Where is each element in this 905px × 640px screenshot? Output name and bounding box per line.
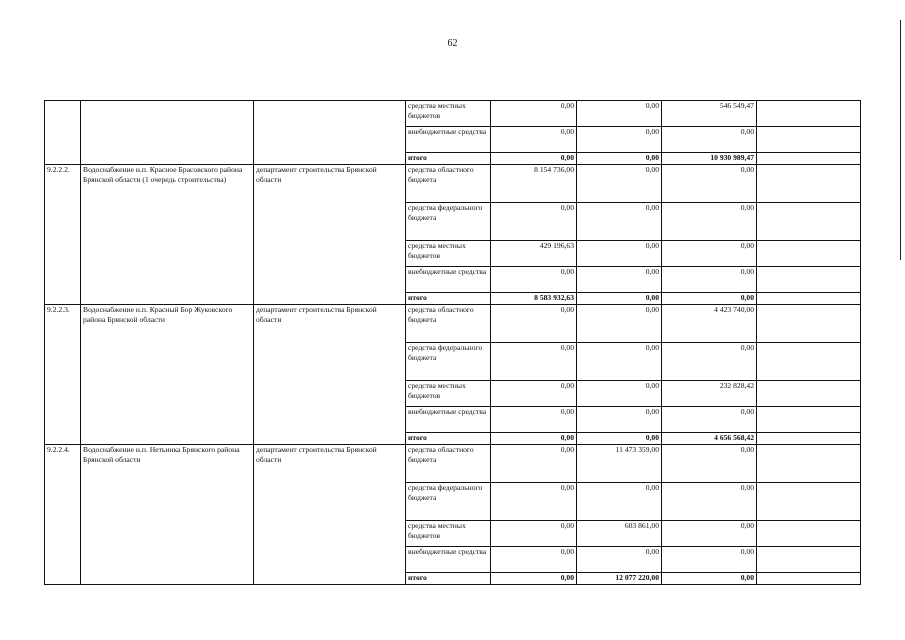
amount-year-3-cell: 0,00 xyxy=(662,573,757,585)
empty-cell xyxy=(757,381,861,407)
amount-year-3-cell: 0,00 xyxy=(662,521,757,547)
amount-year-1-cell: 0,00 xyxy=(491,127,577,153)
amount-year-1-cell: 0,00 xyxy=(491,343,577,381)
amount-year-1-cell: 0,00 xyxy=(491,381,577,407)
amount-year-1-cell: 0,00 xyxy=(491,521,577,547)
amount-year-2-cell: 12 077 220,00 xyxy=(577,573,662,585)
amount-year-3-cell: 0,00 xyxy=(662,293,757,305)
empty-cell xyxy=(757,153,861,165)
amount-year-3-cell: 0,00 xyxy=(662,407,757,433)
funding-source-cell: средства местных бюджетов xyxy=(406,101,491,127)
amount-year-2-cell: 0,00 xyxy=(577,153,662,165)
empty-cell xyxy=(757,433,861,445)
project-code-cell xyxy=(45,101,81,165)
empty-cell xyxy=(757,483,861,521)
funding-source-cell: средства областного бюджета xyxy=(406,305,491,343)
empty-cell xyxy=(757,445,861,483)
amount-year-2-cell: 0,00 xyxy=(577,127,662,153)
amount-year-2-cell: 0,00 xyxy=(577,433,662,445)
funding-source-cell: итого xyxy=(406,293,491,305)
amount-year-2-cell: 0,00 xyxy=(577,101,662,127)
amount-year-1-cell: 8 583 932,63 xyxy=(491,293,577,305)
amount-year-1-cell: 0,00 xyxy=(491,267,577,293)
department-cell xyxy=(254,101,406,165)
amount-year-2-cell: 0,00 xyxy=(577,547,662,573)
project-name-cell: Водоснабжение н.п. Красный Бор Жуковского района Брянской области xyxy=(81,305,254,445)
empty-cell xyxy=(757,165,861,203)
amount-year-2-cell: 603 861,00 xyxy=(577,521,662,547)
budget-table-body xyxy=(45,101,861,585)
funding-source-cell: средства областного бюджета xyxy=(406,165,491,203)
amount-year-2-cell: 11 473 359,00 xyxy=(577,445,662,483)
funding-source-cell: итого xyxy=(406,153,491,165)
amount-year-2-cell: 0,00 xyxy=(577,343,662,381)
table-row xyxy=(45,445,861,483)
table-row xyxy=(45,101,861,127)
amount-year-3-cell: 4 423 740,00 xyxy=(662,305,757,343)
funding-source-cell: внебюджетные средства xyxy=(406,127,491,153)
amount-year-1-cell: 0,00 xyxy=(491,101,577,127)
page-number: 62 xyxy=(447,38,458,49)
amount-year-2-cell: 0,00 xyxy=(577,203,662,241)
funding-source-cell: итого xyxy=(406,433,491,445)
amount-year-1-cell: 0,00 xyxy=(491,573,577,585)
project-name-cell: Водоснабжение н.п. Нетьинка Брянского района Брянской области xyxy=(81,445,254,585)
amount-year-3-cell: 546 549,47 xyxy=(662,101,757,127)
funding-source-cell: внебюджетные средства xyxy=(406,267,491,293)
funding-source-cell: средства местных бюджетов xyxy=(406,521,491,547)
department-cell: департамент строительства Брянской области xyxy=(254,165,406,305)
amount-year-3-cell: 0,00 xyxy=(662,483,757,521)
amount-year-2-cell: 0,00 xyxy=(577,293,662,305)
department-cell: департамент строительства Брянской области xyxy=(254,305,406,445)
amount-year-3-cell: 0,00 xyxy=(662,267,757,293)
amount-year-1-cell: 0,00 xyxy=(491,203,577,241)
funding-source-cell: итого xyxy=(406,573,491,585)
amount-year-1-cell: 429 196,63 xyxy=(491,241,577,267)
empty-cell xyxy=(757,267,861,293)
empty-cell xyxy=(757,573,861,585)
empty-cell xyxy=(757,241,861,267)
empty-cell xyxy=(757,293,861,305)
amount-year-3-cell: 0,00 xyxy=(662,343,757,381)
amount-year-3-cell: 10 930 989,47 xyxy=(662,153,757,165)
project-name-cell xyxy=(81,101,254,165)
funding-source-cell: внебюджетные средства xyxy=(406,407,491,433)
amount-year-1-cell: 0,00 xyxy=(491,445,577,483)
amount-year-2-cell: 0,00 xyxy=(577,267,662,293)
empty-cell xyxy=(757,547,861,573)
funding-source-cell: средства местных бюджетов xyxy=(406,381,491,407)
budget-table xyxy=(44,100,861,585)
page-edge-line xyxy=(900,20,901,260)
project-code-cell: 9.2.2.4. xyxy=(45,445,81,585)
funding-source-cell: средства местных бюджетов xyxy=(406,241,491,267)
amount-year-1-cell: 0,00 xyxy=(491,483,577,521)
department-cell: департамент строительства Брянской области xyxy=(254,445,406,585)
amount-year-2-cell: 0,00 xyxy=(577,305,662,343)
project-name-cell: Водоснабжение н.п. Красное Брасовского района Брянской области (1 очередь строительства) xyxy=(81,165,254,305)
empty-cell xyxy=(757,305,861,343)
amount-year-1-cell: 0,00 xyxy=(491,407,577,433)
funding-source-cell: средства федерального бюджета xyxy=(406,343,491,381)
table-row xyxy=(45,165,861,203)
amount-year-3-cell: 0,00 xyxy=(662,241,757,267)
project-code-cell: 9.2.2.3. xyxy=(45,305,81,445)
amount-year-1-cell: 0,00 xyxy=(491,153,577,165)
empty-cell xyxy=(757,521,861,547)
amount-year-3-cell: 0,00 xyxy=(662,165,757,203)
amount-year-2-cell: 0,00 xyxy=(577,483,662,521)
amount-year-2-cell: 0,00 xyxy=(577,407,662,433)
amount-year-2-cell: 0,00 xyxy=(577,241,662,267)
amount-year-3-cell: 0,00 xyxy=(662,547,757,573)
amount-year-3-cell: 4 656 568,42 xyxy=(662,433,757,445)
funding-source-cell: средства областного бюджета xyxy=(406,445,491,483)
empty-cell xyxy=(757,343,861,381)
project-code-cell: 9.2.2.2. xyxy=(45,165,81,305)
funding-source-cell: средства федерального бюджета xyxy=(406,483,491,521)
amount-year-1-cell: 8 154 736,00 xyxy=(491,165,577,203)
funding-source-cell: средства федерального бюджета xyxy=(406,203,491,241)
amount-year-3-cell: 0,00 xyxy=(662,445,757,483)
amount-year-3-cell: 232 828,42 xyxy=(662,381,757,407)
amount-year-2-cell: 0,00 xyxy=(577,381,662,407)
amount-year-1-cell: 0,00 xyxy=(491,547,577,573)
amount-year-1-cell: 0,00 xyxy=(491,433,577,445)
empty-cell xyxy=(757,407,861,433)
amount-year-3-cell: 0,00 xyxy=(662,203,757,241)
empty-cell xyxy=(757,203,861,241)
table-row xyxy=(45,305,861,343)
empty-cell xyxy=(757,101,861,127)
empty-cell xyxy=(757,127,861,153)
funding-source-cell: внебюджетные средства xyxy=(406,547,491,573)
amount-year-3-cell: 0,00 xyxy=(662,127,757,153)
amount-year-1-cell: 0,00 xyxy=(491,305,577,343)
amount-year-2-cell: 0,00 xyxy=(577,165,662,203)
